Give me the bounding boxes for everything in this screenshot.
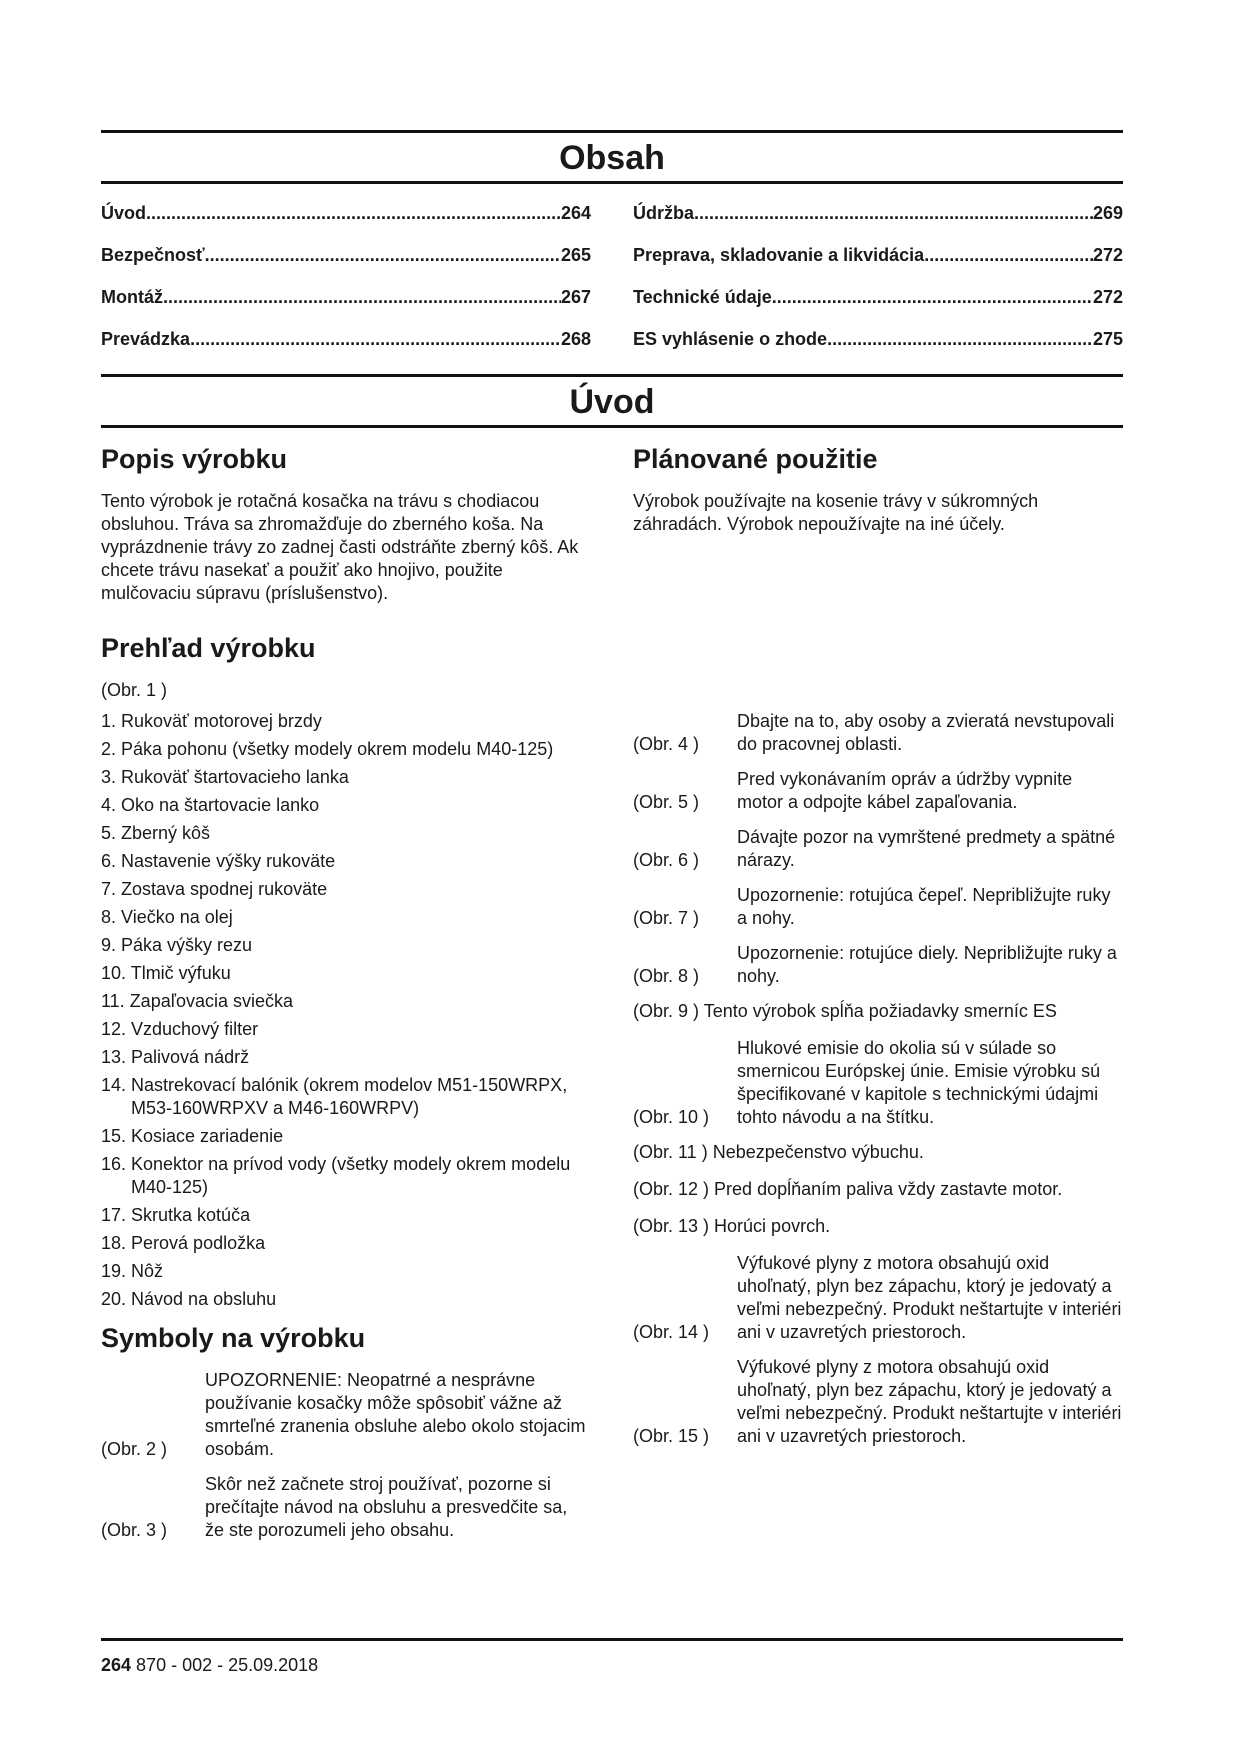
toc-entry [101, 276, 591, 318]
symbol-text: Pred vykonávaním opráv a údržby vypnite motor a odpojte kábel zapaľovania. [737, 769, 1073, 812]
symbol-figure-ref: (Obr. 4 ) [633, 734, 700, 754]
symbol-figure-ref: (Obr. 9 ) [633, 1001, 700, 1021]
symbol-item [633, 1178, 1123, 1201]
toc-entry-page: 272 [1092, 287, 1123, 307]
symboly-heading: Symboly na výrobku [101, 1323, 366, 1353]
symbol-item [633, 884, 1123, 930]
prehlad-heading: Prehľad výrobku [101, 633, 316, 663]
symbol-figure-ref: (Obr. 14 ) [633, 1322, 710, 1342]
prehlad-list [101, 710, 591, 1311]
list-item: 3. Rukoväť štartovacieho lanka [101, 767, 349, 787]
symbol-figure-ref: (Obr. 12 ) [633, 1179, 710, 1199]
list-item: 15. Kosiace zariadenie [101, 1126, 284, 1146]
toc-entry-label: Údržba [633, 203, 695, 223]
list-item: 5. Zberný kôš [101, 823, 211, 843]
popis-heading: Popis výrobku [101, 444, 288, 474]
list-item: 14. Nastrekovací balónik (okrem modelov M51-150WRPX, M53-160WRPXV a M46-160WRPV) [101, 1075, 568, 1118]
toc-entry-label: Úvod [101, 203, 146, 223]
toc-entry [633, 192, 1123, 234]
list-item: 7. Zostava spodnej rukoväte [101, 879, 328, 899]
section-title: Úvod [101, 377, 1123, 428]
symbol-item [633, 710, 1123, 756]
toc-entry-page: 272 [1092, 245, 1123, 265]
list-item: 1. Rukoväť motorovej brzdy [101, 711, 322, 731]
planovane-heading: Plánované použitie [633, 444, 878, 474]
list-item: 20. Návod na obsluhu [101, 1289, 277, 1309]
list-item: 6. Nastavenie výšky rukoväte [101, 851, 336, 871]
list-item: 2. Páka pohonu (všetky modely okrem modelu M40-125) [101, 739, 554, 759]
toc-entry-page: 275 [1092, 329, 1123, 349]
table-of-contents [101, 192, 1123, 360]
symbol-item [633, 1000, 1123, 1023]
symbol-text: Hlukové emisie do okolia sú v súlade so smernicou Európskej únie. Emisie výrobku sú špecifikované v kapitole s technickými údajmi tohto návodu a na štítku. [737, 1038, 1101, 1127]
toc-leader-dots [827, 318, 1093, 360]
popis-text: Tento výrobok je rotačná kosačka na trávu s chodiacou obsluhou. Tráva sa zhromažďuje do zberného koša. Na vyprázdnenie trávy zo zadnej časti odstráňte zberný kôš. Ak chcete trávu nasekať a použiť ako hnojivo, použite mulčovaciu súpravu (príslušenstvo). [101, 491, 579, 603]
symbol-item [633, 1356, 1123, 1448]
list-item: 13. Palivová nádrž [101, 1047, 250, 1067]
symbol-text: Skôr než začnete stroj používať, pozorne si prečítajte návod na obsluhu a presvedčite sa, že ste porozumeli jeho obsahu. [205, 1474, 568, 1540]
symbol-text: Dávajte pozor na vymrštené predmety a spätné nárazy. [737, 827, 1116, 870]
footer-page-number: 264 [101, 1655, 132, 1675]
symbol-figure-ref: (Obr. 7 ) [633, 908, 700, 928]
symbol-item [633, 1215, 1123, 1238]
toc-entry-page: 269 [1092, 203, 1123, 223]
toc-entry-label: Preprava, skladovanie a likvidácia [633, 245, 925, 265]
symbol-figure-ref: (Obr. 10 ) [633, 1107, 710, 1127]
toc-entry [633, 318, 1123, 360]
toc-entry-label: Prevádzka [101, 329, 191, 349]
symbol-figure-ref: (Obr. 3 ) [101, 1520, 168, 1540]
toc-entry-page: 268 [560, 329, 591, 349]
symbol-figure-ref: (Obr. 8 ) [633, 966, 700, 986]
toc-leader-dots [924, 234, 1093, 276]
symbol-text: UPOZORNENIE: Neopatrné a nesprávne používanie kosačky môže spôsobiť vážne až smrteľné zranenia obsluhe alebo okolo stojacim osobám. [205, 1370, 586, 1459]
prehlad-figure-ref: (Obr. 1 ) [101, 680, 168, 700]
toc-entry-label: Bezpečnosť [101, 245, 205, 265]
symbol-item [633, 1141, 1123, 1164]
content-columns [101, 428, 1123, 1554]
symbol-figure-ref: (Obr. 11 ) [633, 1142, 708, 1162]
symbol-item [633, 1037, 1123, 1129]
toc-leader-dots [163, 276, 561, 318]
symbol-figure-ref: (Obr. 5 ) [633, 792, 700, 812]
symbol-item [633, 768, 1123, 814]
symbol-text: Nebezpečenstvo výbuchu. [712, 1142, 924, 1162]
toc-entry-label: Technické údaje [633, 287, 772, 307]
toc-entry [633, 234, 1123, 276]
symbol-text: Výfukové plyny z motora obsahujú oxid uhoľnatý, plyn bez zápachu, ktorý je jedovatý a veľmi nebezpečný. Produkt neštartujte v interiéri ani v uzavretých priestoroch. [737, 1253, 1122, 1342]
symbol-text: Pred dopĺňaním paliva vždy zastavte motor. [714, 1179, 1063, 1199]
list-item: 10. Tlmič výfuku [101, 963, 231, 983]
page-footer [101, 1638, 1123, 1676]
symbol-figure-ref: (Obr. 2 ) [101, 1439, 168, 1459]
symbol-item [633, 1252, 1123, 1344]
toc-entry-page: 267 [560, 287, 591, 307]
toc-entry [101, 234, 591, 276]
list-item: 19. Nôž [101, 1261, 164, 1281]
symbol-figure-ref: (Obr. 15 ) [633, 1426, 710, 1446]
toc-leader-dots [190, 318, 561, 360]
list-item: 17. Skrutka kotúča [101, 1205, 251, 1225]
symbol-item [101, 1369, 591, 1461]
list-item: 4. Oko na štartovacie lanko [101, 795, 320, 815]
symbol-figure-ref: (Obr. 13 ) [633, 1216, 710, 1236]
symbol-item [633, 826, 1123, 872]
list-item: 16. Konektor na prívod vody (všetky modely okrem modelu M40-125) [101, 1154, 571, 1197]
toc-leader-dots [772, 276, 1093, 318]
planovane-text: Výrobok používajte na kosenie trávy v súkromných záhradách. Výrobok nepoužívajte na iné účely. [633, 491, 1039, 534]
footer-doc-info: 870 - 002 - 25.09.2018 [131, 1655, 319, 1675]
symbol-text: Horúci povrch. [714, 1216, 831, 1236]
list-item: 11. Zapaľovacia sviečka [101, 991, 294, 1011]
toc-entry-page: 264 [560, 203, 591, 223]
toc-entry-page: 265 [560, 245, 591, 265]
right-column [633, 428, 1123, 1554]
symbol-text: Tento výrobok spĺňa požiadavky smerníc ES [703, 1001, 1057, 1021]
list-item: 8. Viečko na olej [101, 907, 233, 927]
list-item: 12. Vzduchový filter [101, 1019, 259, 1039]
symboly-left-list [101, 1369, 591, 1542]
toc-right-column [633, 192, 1123, 360]
toc-title: Obsah [101, 133, 1123, 184]
list-item: 9. Páka výšky rezu [101, 935, 253, 955]
toc-leader-dots [205, 234, 561, 276]
toc-entry-label: Montáž [101, 287, 163, 307]
list-item: 18. Perová podložka [101, 1233, 266, 1253]
symbol-text: Dbajte na to, aby osoby a zvieratá nevstupovali do pracovnej oblasti. [737, 711, 1115, 754]
toc-left-column [101, 192, 591, 360]
toc-leader-dots [694, 192, 1093, 234]
symbol-text: Upozornenie: rotujúca čepeľ. Nepribližujte ruky a nohy. [737, 885, 1111, 928]
toc-entry [101, 192, 591, 234]
toc-entry-label: ES vyhlásenie o zhode [633, 329, 828, 349]
symbol-text: Upozornenie: rotujúce diely. Nepribližujte ruky a nohy. [737, 943, 1117, 986]
toc-entry [633, 276, 1123, 318]
toc-leader-dots [146, 192, 561, 234]
page-content [101, 130, 1123, 1554]
symbol-item [101, 1473, 591, 1542]
symboly-right-list [633, 710, 1123, 1448]
left-column [101, 428, 591, 1554]
symbol-text: Výfukové plyny z motora obsahujú oxid uhoľnatý, plyn bez zápachu, ktorý je jedovatý a veľmi nebezpečný. Produkt neštartujte v interiéri ani v uzavretých priestoroch. [737, 1357, 1122, 1446]
toc-entry [101, 318, 591, 360]
symbol-item [633, 942, 1123, 988]
symbol-figure-ref: (Obr. 6 ) [633, 850, 700, 870]
